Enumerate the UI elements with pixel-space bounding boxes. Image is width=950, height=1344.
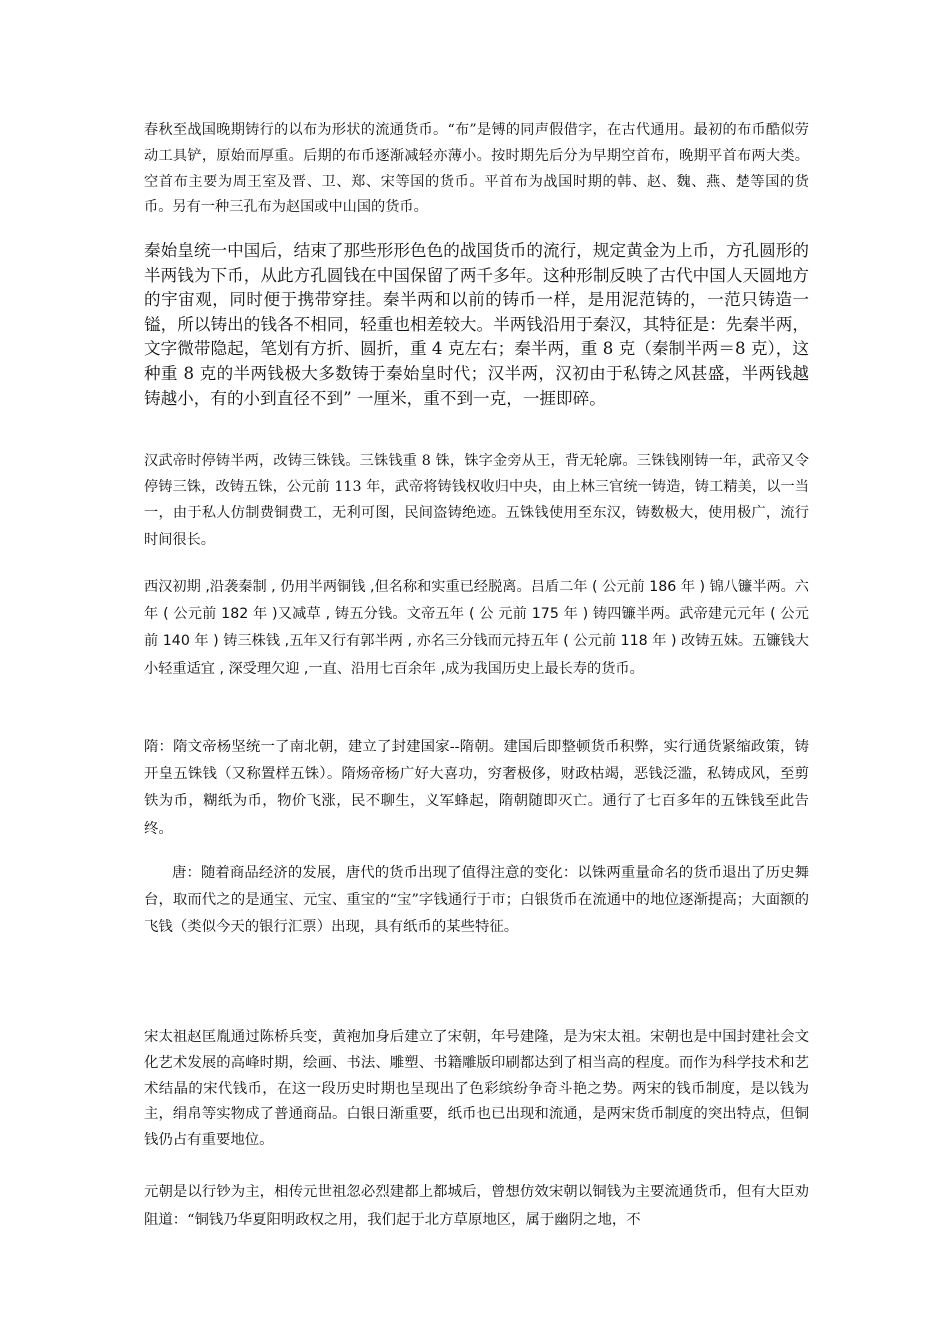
paragraph-tang: 唐：随着商品经济的发展，唐代的货币出现了值得注意的变化：以铢两重量命名的货币退出了历史舞台，取而代之的是通宝、元宝、重宝的“宝”字钱通行于市；白银货币在流通中的地位逐渐提高；大面额的飞钱（类似今天的银行汇票）出现，具有纸币的某些特征。 [144, 865, 809, 936]
paragraph-western-han: 西汉初期 ,沿袭秦制 , 仍用半两铜钱 ,但名称和实重已经脱离。吕盾二年 ( 公元前 186 年 ) 锦八镰半两。六年 ( 公元前 182 年 )又减草 , 铸五分钱。文帝五年 ( 公 元前 175 年 ) 铸四镰半两。武帝建元元年 ( 公元前 140 年 ) 铸三株钱 ,五年又行有郭半两 , 亦名三分钱而元持五年 ( 公元前 118 年 ) 改铸五妹。五镰钱大小轻重适宜 , 深受理欠迎 ,一直、沿用七百余年 ,成为我国历史上最长寿的货币。 [144, 579, 809, 677]
paragraph-song: 宋太祖赵匡胤通过陈桥兵变，黄袍加身后建立了宋朝，年号建隆，是为宋太祖。宋朝也是中国封建社会文化艺术发展的高峰时期，绘画、书法、雕塑、书籍雕版印刷都达到了相当高的程度。而作为科学技术和艺术结晶的宋代钱币，在这一段历史时期也呈现出了色彩缤纷争奇斗艳之势。两宋的钱币制度，是以钱为主，绢帛等实物成了普通商品。白银日渐重要，纸币也已出现和流通，是两宋货币制度的突出特点，但铜钱仍占有重要地位。 [144, 1029, 809, 1149]
paragraph-yuan: 元朝是以行钞为主，相传元世祖忽必烈建都上都城后，曾想仿效宋朝以铜钱为主要流通货币，但有大臣劝阻道：“铜钱乃华夏阳明政权之用，我们起于北方草原地区，属于幽阴之地，不 [144, 1184, 809, 1228]
paragraph-sui: 隋：隋文帝杨坚统一了南北朝，建立了封建国家--隋朝。建国后即整顿货币积弊，实行通货紧缩政策，铸开皇五铢钱（又称置样五铢）。隋炀帝杨广好大喜功，穷奢极侈，财政枯竭，恶钱泛滥，私铸成风，至剪铁为币，糊纸为币，物价飞涨，民不聊生，义军蜂起，隋朝随即灭亡。通行了七百多年的五铢钱至此告终。 [144, 739, 809, 837]
paragraph-bu-coins: 春秋至战国晚期铸行的以布为形状的流通货币。“布”是镈的同声假借字，在古代通用。最初的布币酷似劳动工具铲，原始而厚重。后期的布币逐渐减轻亦薄小。按时期先后分为早期空首布，晚期平首布两大类。空首布主要为周王室及晋、卫、郑、宋等国的货币。平首布为战国时期的韩、赵、魏、燕、楚等国的货币。另有一种三孔布为赵国或中山国的货币。 [144, 122, 809, 216]
paragraph-qin-banliang: 秦始皇统一中国后，结束了那些形形色色的战国货币的流行，规定黄金为上币，方孔圆形的半两钱为下币，从此方孔圆钱在中国保留了两千多年。这种形制反映了古代中国人天圆地方的宇宙观，同时便于携带穿挂。秦半两和以前的铸币一样，是用泥范铸的，一范只铸造一镒，所以铸出的钱各不相同，轻重也相差较大。半两钱沿用于秦汉，其特征是：先秦半两，文字微带隐起，笔划有方折、圆折，重 4 克左右；秦半两，重 8 克（秦制半两＝8 克），这种重 8 克的半两钱极大多数铸于秦始皇时代；汉半两，汉初由于私铸之风甚盛，半两钱越铸越小，有的小到直径不到” 一厘米，重不到一克，一捱即碎。 [144, 241, 809, 408]
paragraph-han-wuzhu: 汉武帝时停铸半两，改铸三铢钱。三铢钱重 8 铢，铢字金旁从王，背无轮廓。三铢钱刚铸一年，武帝又令停铸三铢，改铸五铢，公元前 113 年，武帝将铸钱权收归中央，由上林三官统一铸造，铸工精美，以一当一，由于私人仿制费铜费工，无利可图，民间盗铸绝迹。五铢钱使用至东汉，铸数极大，使用极广，流行时间很长。 [144, 453, 809, 548]
